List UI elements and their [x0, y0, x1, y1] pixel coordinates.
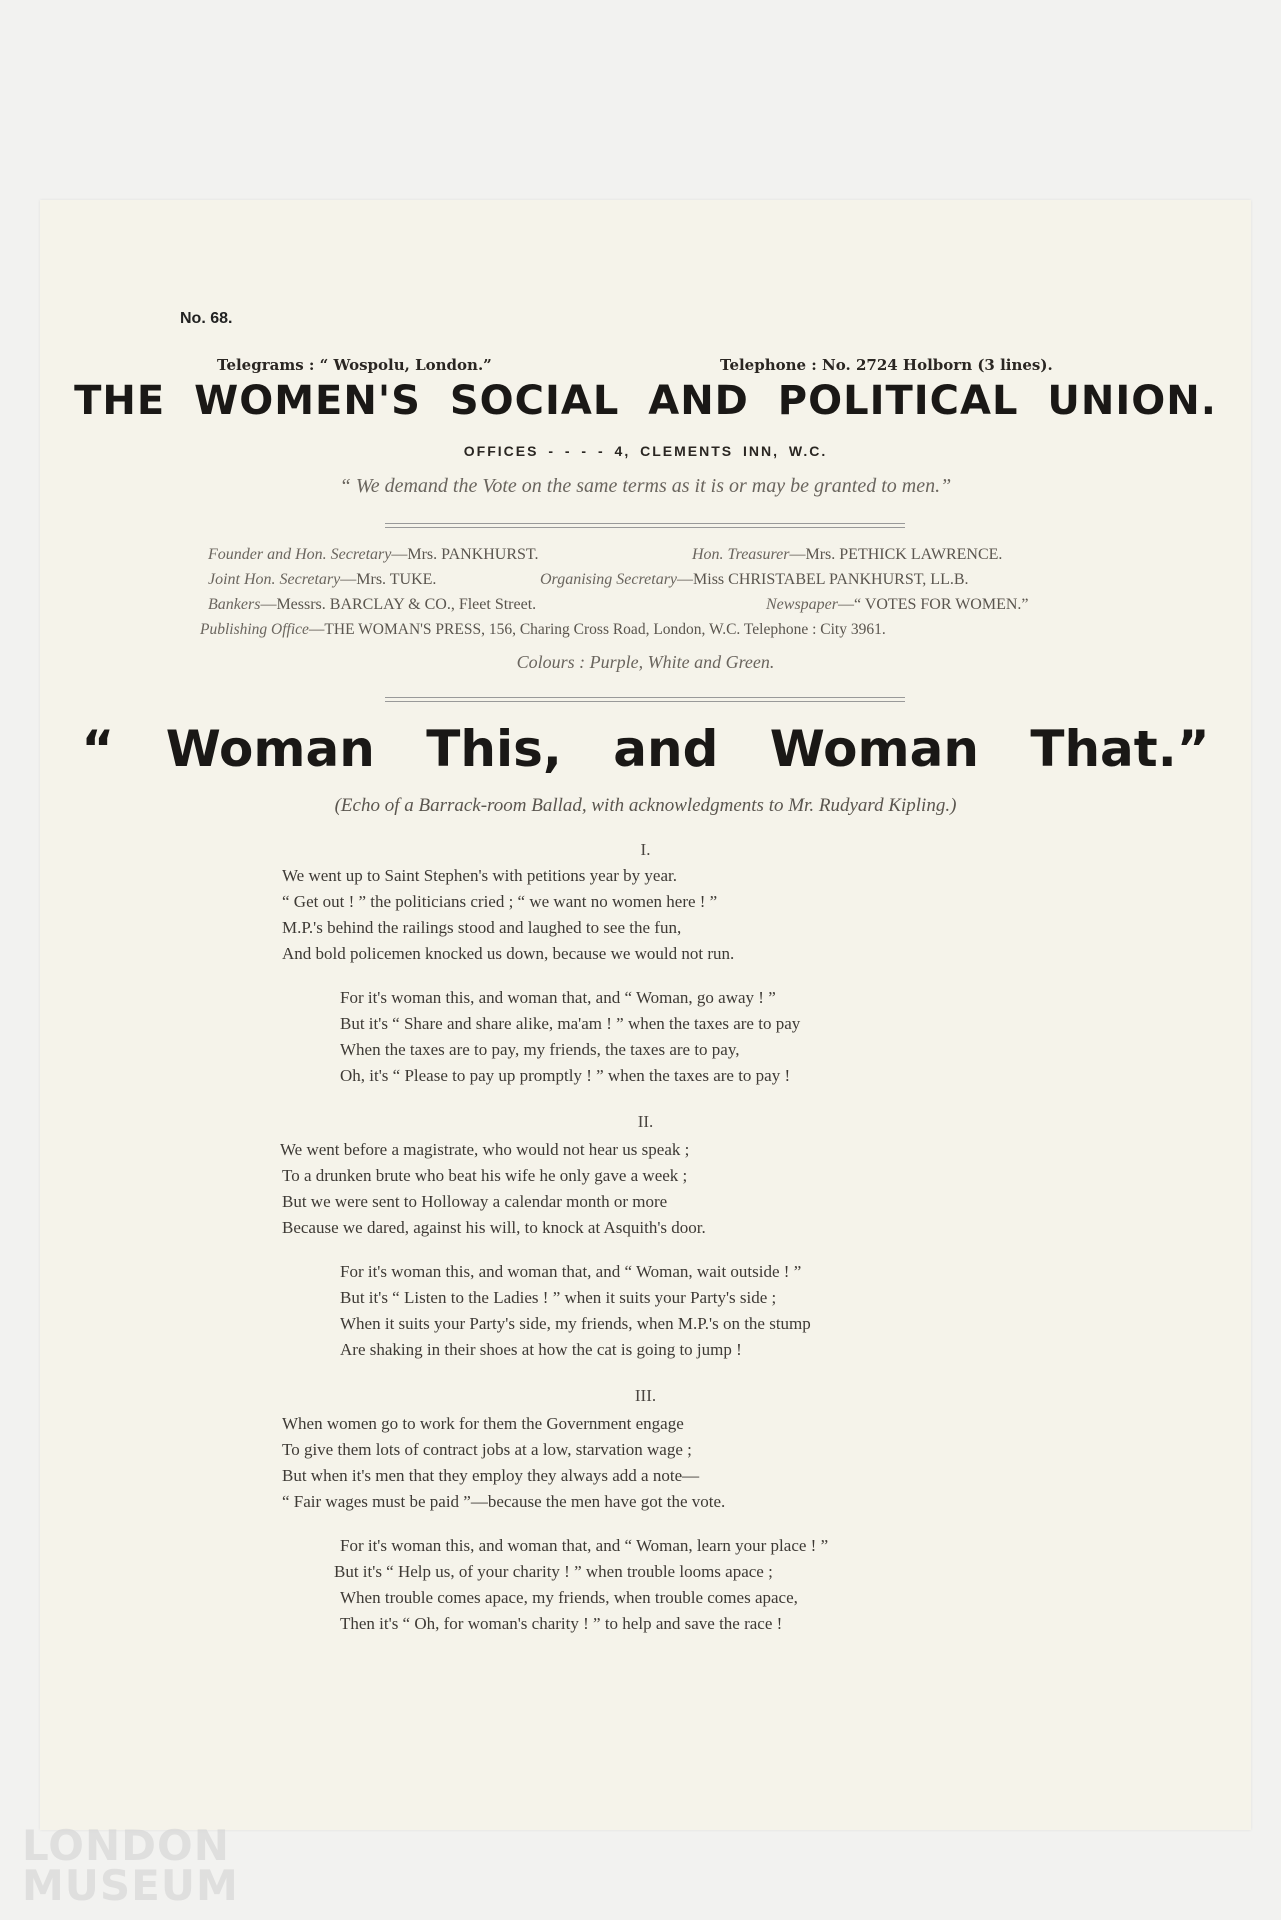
- divider-bottom: [385, 697, 905, 702]
- publishing-office-name: —THE WOMAN'S PRESS, 156, Charing Cross Road, London, W.C. Telephone : City 3961.: [308, 621, 886, 638]
- chorus-line: For it's woman this, and woman that, and “ Woman, wait outside ! ”: [340, 1262, 802, 1281]
- motto: “ We demand the Vote on the same terms as it is or may be granted to men.”: [339, 475, 952, 497]
- watermark-line: MUSEUM: [22, 1861, 239, 1910]
- verse-line: When women go to work for them the Government engage: [282, 1414, 684, 1433]
- founder-role: Founder and Hon. Secretary: [208, 546, 392, 563]
- chorus-line: When the taxes are to pay, my friends, the taxes are to pay,: [340, 1040, 740, 1059]
- colours-line: Colours : Purple, White and Green.: [516, 652, 775, 672]
- treasurer-role: Hon. Treasurer: [692, 546, 790, 563]
- stanza-numeral: II.: [637, 1112, 654, 1131]
- founder-line: [208, 546, 539, 564]
- telephone-number: Telephone : No. 2724 Holborn (3 lines).: [720, 356, 1053, 374]
- organising-secretary-name: —Miss CHRISTABEL PANKHURST, LL.B.: [677, 571, 969, 588]
- chorus-line: But it's “ Help us, of your charity ! ” when trouble looms apace ;: [334, 1562, 773, 1581]
- verse-line: “ Fair wages must be paid ”—because the men have got the vote.: [282, 1492, 726, 1511]
- verse-line: To give them lots of contract jobs at a low, starvation wage ;: [282, 1440, 692, 1459]
- verse-line: We went before a magistrate, who would not hear us speak ;: [280, 1140, 690, 1159]
- verse-line: Because we dared, against his will, to knock at Asquith's door.: [282, 1218, 706, 1237]
- joint-secretary-line: [208, 571, 436, 589]
- divider-top: [385, 523, 905, 528]
- chorus-line: For it's woman this, and woman that, and “ Woman, learn your place ! ”: [340, 1536, 829, 1555]
- publishing-office-role: Publishing Office: [200, 621, 309, 638]
- organisation-title: THE WOMEN'S SOCIAL AND POLITICAL UNION.: [74, 378, 1217, 424]
- verse-line: M.P.'s behind the railings stood and laughed to see the fun,: [282, 918, 682, 937]
- founder-name: —Mrs. PANKHURST.: [391, 546, 539, 563]
- bankers-name: —Messrs. BARCLAY & CO., Fleet Street.: [260, 596, 537, 613]
- verse-line: But we were sent to Holloway a calendar month or more: [282, 1192, 668, 1211]
- chorus-line: When trouble comes apace, my friends, when trouble comes apace,: [340, 1588, 798, 1607]
- chorus-line: Oh, it's “ Please to pay up promptly ! ” when the taxes are to pay !: [340, 1066, 791, 1085]
- verse-line: But when it's men that they employ they always add a note—: [282, 1466, 700, 1485]
- joint-secretary-role: Joint Hon. Secretary: [208, 571, 341, 588]
- offices-address: OFFICES - - - - 4, CLEMENTS INN, W.C.: [463, 443, 828, 459]
- organising-secretary-line: [540, 571, 969, 589]
- telegrams-address: Telegrams : “ Wospolu, London.”: [217, 356, 492, 374]
- leaflet-page: [40, 200, 1251, 1830]
- watermark-line: LONDON: [22, 1821, 230, 1870]
- chorus-line: Are shaking in their shoes at how the cat is going to jump !: [340, 1340, 742, 1359]
- leaflet-number: No. 68.: [180, 310, 233, 327]
- verse-line: And bold policemen knocked us down, because we would not run.: [282, 944, 735, 963]
- chorus-line: Then it's “ Oh, for woman's charity ! ” to help and save the race !: [340, 1614, 783, 1633]
- stanza-numeral: I.: [640, 840, 651, 859]
- joint-secretary-name: —Mrs. TUKE.: [340, 571, 437, 588]
- organising-secretary-role: Organising Secretary: [540, 571, 678, 588]
- newspaper-name: —“ VOTES FOR WOMEN.”: [838, 596, 1029, 613]
- chorus-line: But it's “ Share and share alike, ma'am ! ” when the taxes are to pay: [340, 1014, 801, 1033]
- newspaper-role: Newspaper: [766, 596, 838, 613]
- treasurer-name: —Mrs. PETHICK LAWRENCE.: [789, 546, 1003, 563]
- chorus-line: When it suits your Party's side, my friends, when M.P.'s on the stump: [340, 1314, 811, 1333]
- treasurer-line: [692, 546, 1002, 564]
- publishing-office-line: [200, 621, 886, 639]
- stanza-numeral: III.: [634, 1386, 657, 1405]
- verse-line: We went up to Saint Stephen's with petitions year by year.: [282, 866, 677, 885]
- poem-subtitle: (Echo of a Barrack-room Ballad, with acknowledgments to Mr. Rudyard Kipling.): [334, 795, 957, 816]
- newspaper-line: [766, 596, 1029, 614]
- bankers-role: Bankers: [208, 596, 261, 613]
- bankers-line: [208, 596, 536, 614]
- verse-line: To a drunken brute who beat his wife he only gave a week ;: [282, 1166, 688, 1185]
- chorus-line: For it's woman this, and woman that, and “ Woman, go away ! ”: [340, 988, 776, 1007]
- poem-title: “ Woman This, and Woman That.”: [81, 720, 1210, 778]
- verse-line: “ Get out ! ” the politicians cried ; “ we want no women here ! ”: [282, 892, 718, 911]
- museum-watermark: [22, 1821, 239, 1910]
- chorus-line: But it's “ Listen to the Ladies ! ” when it suits your Party's side ;: [340, 1288, 777, 1307]
